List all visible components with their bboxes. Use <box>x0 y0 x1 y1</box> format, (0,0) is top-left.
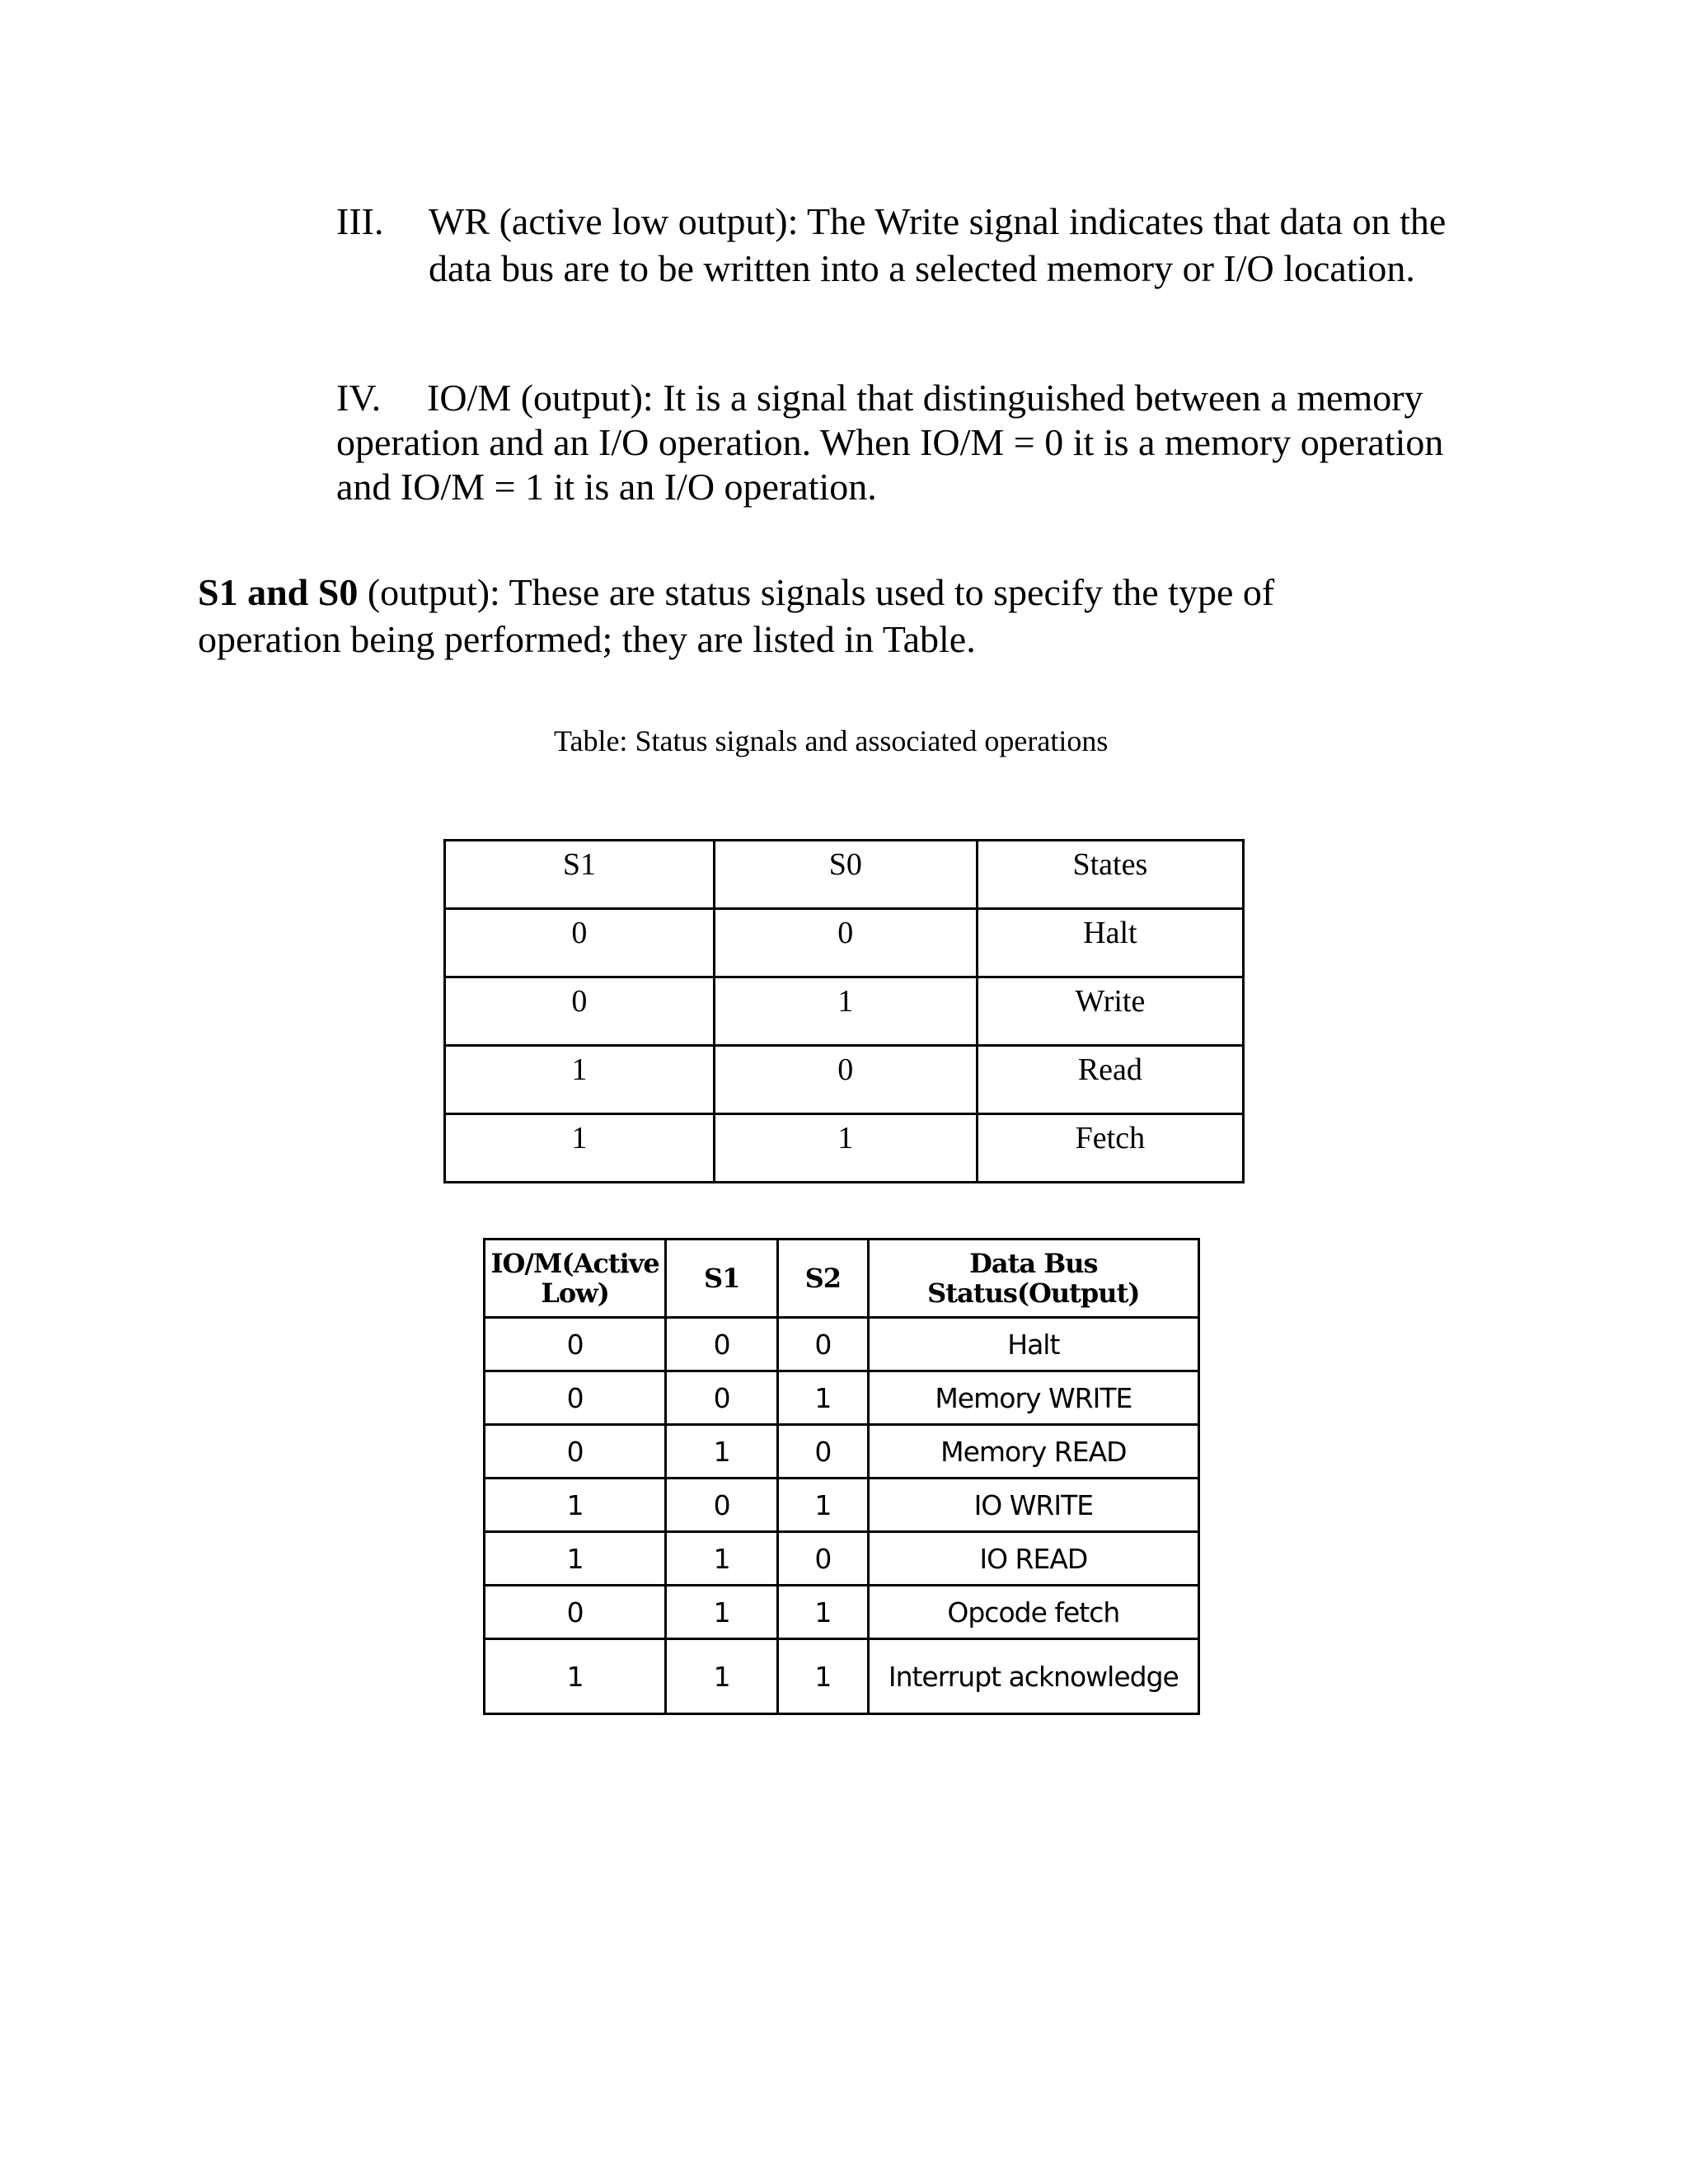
header-cell: S2 <box>778 1240 869 1318</box>
table-cell: 1 <box>666 1425 778 1479</box>
table-cell: Opcode fetch <box>868 1586 1198 1639</box>
table-cell: 0 <box>666 1479 778 1532</box>
table-cell: 0 <box>485 1371 666 1425</box>
table-cell: 0 <box>714 909 977 977</box>
table-cell: 0 <box>485 1586 666 1639</box>
table-row <box>445 1046 1244 1114</box>
list-item-iv <box>336 376 1474 509</box>
table-cell: 0 <box>445 909 715 977</box>
header-cell: IO/M(Active Low) <box>485 1240 666 1318</box>
list-item-iii <box>336 198 1465 292</box>
table-cell: 1 <box>445 1046 715 1114</box>
header-cell: S1 <box>666 1240 778 1318</box>
data-bus-status-table <box>483 1238 1200 1715</box>
table-header-row <box>485 1240 1199 1318</box>
status-signals-paragraph <box>198 569 1352 663</box>
table-row <box>445 1114 1244 1183</box>
table-cell: Interrupt acknowledge <box>868 1639 1198 1714</box>
table-row <box>485 1532 1199 1586</box>
header-cell: S1 <box>445 841 715 909</box>
list-text-iii: WR (active low output): The Write signal indicates that data on the data bus are to be written into a selected memory or I/O location. <box>429 200 1447 289</box>
table-cell: 0 <box>714 1046 977 1114</box>
table-cell: 1 <box>666 1639 778 1714</box>
status-signals-text: (output): These are status signals used to specify the type of operation being performed; they are listed in Table. <box>198 571 1275 660</box>
table-row <box>485 1639 1199 1714</box>
table-cell: 0 <box>778 1532 869 1586</box>
table-cell: Fetch <box>977 1114 1243 1183</box>
table-row <box>445 909 1244 977</box>
table-cell: 1 <box>445 1114 715 1183</box>
table-row <box>445 977 1244 1046</box>
table-cell: 1 <box>778 1371 869 1425</box>
table-cell: 0 <box>666 1371 778 1425</box>
table-row <box>485 1371 1199 1425</box>
table-cell: IO READ <box>868 1532 1198 1586</box>
table-header-row <box>445 841 1244 909</box>
table-cell: 0 <box>485 1318 666 1371</box>
table-cell: Read <box>977 1046 1243 1114</box>
header-cell: S0 <box>714 841 977 909</box>
table-cell: Halt <box>868 1318 1198 1371</box>
header-cell: States <box>977 841 1243 909</box>
table-cell: 0 <box>666 1318 778 1371</box>
table-row <box>485 1479 1199 1532</box>
table-cell: 1 <box>778 1586 869 1639</box>
table-cell: IO WRITE <box>868 1479 1198 1532</box>
list-text-iv: IO/M (output): It is a signal that distinguished between a memory operation and an I/O operation. When IO/M = 0 it is a memory operation and IO/M = 1 it is an I/O operation. <box>336 377 1444 508</box>
table-cell: 1 <box>714 1114 977 1183</box>
status-signals-table <box>443 839 1245 1183</box>
table-cell: Memory WRITE <box>868 1371 1198 1425</box>
table-row <box>485 1425 1199 1479</box>
table-row <box>485 1586 1199 1639</box>
header-cell: Data Bus Status(Output) <box>868 1240 1198 1318</box>
table-cell: 1 <box>666 1586 778 1639</box>
table-cell: Halt <box>977 909 1243 977</box>
table-cell: 1 <box>485 1532 666 1586</box>
list-numeral-iv: IV. <box>336 377 382 419</box>
list-numeral-iii: III. <box>336 200 384 242</box>
table-cell: 0 <box>778 1318 869 1371</box>
table-cell: 1 <box>485 1639 666 1714</box>
table-cell: 0 <box>778 1425 869 1479</box>
table-cell: 1 <box>778 1639 869 1714</box>
status-signals-lead: S1 and S0 <box>198 571 359 613</box>
table-cell: 1 <box>485 1479 666 1532</box>
table-cell: 1 <box>666 1532 778 1586</box>
table-cell: Write <box>977 977 1243 1046</box>
table-cell: 1 <box>778 1479 869 1532</box>
table-cell: 0 <box>485 1425 666 1479</box>
table-cell: 0 <box>445 977 715 1046</box>
table-cell: 1 <box>714 977 977 1046</box>
table-cell: Memory READ <box>868 1425 1198 1479</box>
table-caption: Table: Status signals and associated operations <box>554 724 1109 757</box>
table-row <box>485 1318 1199 1371</box>
